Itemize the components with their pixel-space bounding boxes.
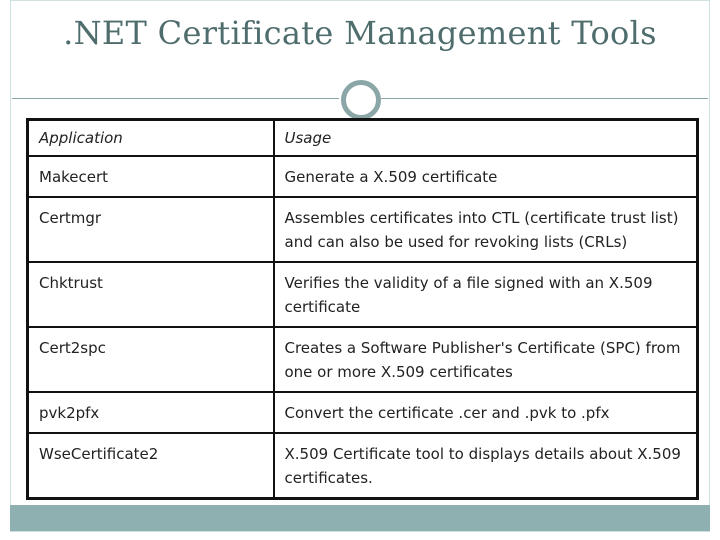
application-cell: WseCertificate2	[28, 433, 274, 499]
header-application: Application	[28, 120, 274, 157]
application-cell: Makecert	[28, 156, 274, 197]
slide-title: .NET Certificate Management Tools	[63, 14, 657, 52]
table-header-row	[28, 120, 698, 157]
usage-cell: Verifies the validity of a file signed with an X.509 certificate	[274, 262, 698, 327]
usage-cell: Generate a X.509 certificate	[274, 156, 698, 197]
divider-right	[381, 98, 708, 99]
usage-cell: Creates a Software Publisher's Certificate (SPC) from one or more X.509 certificates	[274, 327, 698, 392]
table-row	[28, 262, 698, 327]
usage-cell: Assembles certificates into CTL (certificate trust list) and can also be used for revoking lists (CRLs)	[274, 197, 698, 262]
circle-ornament-icon	[341, 80, 381, 120]
table-row	[28, 433, 698, 499]
footer-bar	[10, 505, 710, 531]
table-row	[28, 197, 698, 262]
table-row	[28, 327, 698, 392]
table-row	[28, 392, 698, 433]
tools-table	[26, 118, 699, 500]
application-cell: Cert2spc	[28, 327, 274, 392]
usage-cell: X.509 Certificate tool to displays details about X.509 certificates.	[274, 433, 698, 499]
table-row	[28, 156, 698, 197]
application-cell: Certmgr	[28, 197, 274, 262]
usage-cell: Convert the certificate .cer and .pvk to .pfx	[274, 392, 698, 433]
header-usage: Usage	[274, 120, 698, 157]
divider-left	[12, 98, 339, 99]
application-cell: Chktrust	[28, 262, 274, 327]
application-cell: pvk2pfx	[28, 392, 274, 433]
